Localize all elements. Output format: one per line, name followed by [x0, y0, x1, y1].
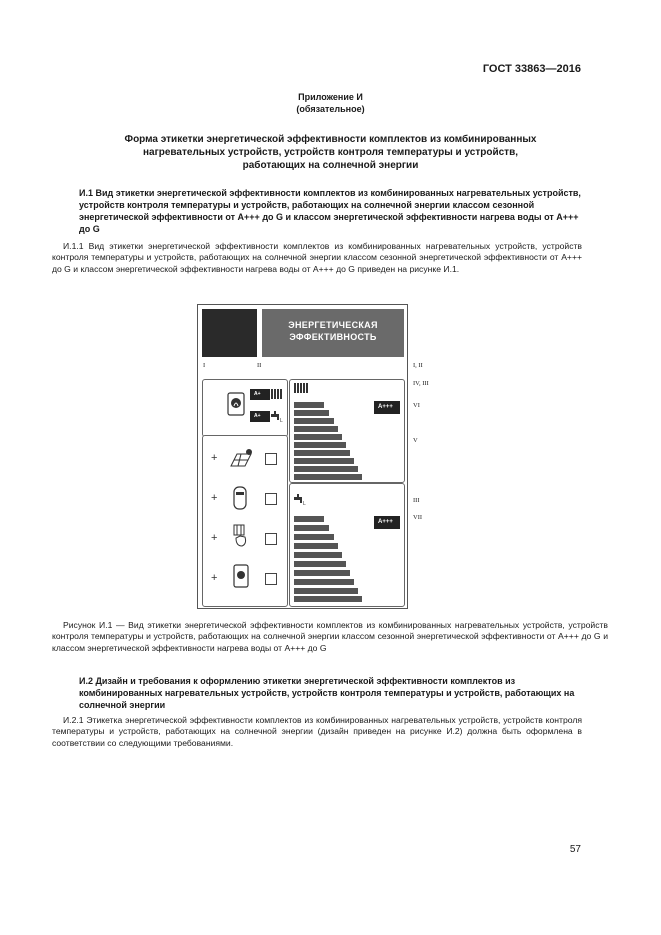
checkbox-control [265, 533, 277, 545]
annex-title [0, 91, 661, 115]
label-header-text: ЭНЕРГЕТИЧЕСКАЯ ЭФФЕКТИВНОСТЬ [288, 320, 378, 342]
section2-heading: И.2 Дизайн и требования к оформлению этикетки энергетической эффективности комплектов из комбинированных нагревательных устройств, устройств контроля температуры и устройств, работающих на солнечной энергии [79, 676, 575, 710]
water-class-bar-10 [294, 596, 362, 602]
class-bar-7 [294, 450, 350, 456]
checkbox-solar [265, 453, 277, 465]
title-line2: нагревательных устройств, устройств контроля температуры и устройств, [142, 147, 518, 158]
radiator-icon [271, 389, 283, 399]
figure-caption: Рисунок И.1 — Вид этикетки энергетической эффективности комплектов из комбинированных нагревательных устройств, устройств контроля температуры и устройств, работающих на солнечной энергии классом сезонной энергетической эффективности от A+++ до G и классом энергетической эффективности нагрева воды от A+++ до G [52, 620, 608, 653]
water-class-bar-5 [294, 552, 342, 558]
callout-I: I [203, 362, 206, 369]
svg-text:L: L [303, 501, 306, 506]
title-line3: работающих на солнечной энергии [242, 160, 419, 171]
title-line1: Форма этикетки энергетической эффективности комплектов из комбинированных [124, 134, 537, 145]
water-class-bar-9 [294, 588, 358, 594]
standard-number: ГОСТ 33863—2016 [482, 63, 581, 75]
callout-VII: VII [413, 514, 423, 521]
page-number: 57 [569, 844, 581, 855]
water-class-bar-1 [294, 516, 324, 522]
label-logo-block [202, 309, 257, 357]
temperature-control-icon [231, 524, 249, 548]
tap-icon [271, 411, 285, 423]
plus-icon: + [211, 452, 218, 464]
annex-line2: (обязательное) [296, 104, 365, 114]
class-bar-3 [294, 418, 334, 424]
small-class-tag2: A+ [250, 411, 270, 422]
class-bar-1 [294, 402, 324, 408]
heater-box [202, 379, 288, 437]
callout-III: III [413, 497, 420, 504]
plus-icon: + [211, 492, 218, 504]
svg-text:L: L [280, 418, 283, 423]
callout-IV-III: IV, III [413, 380, 429, 387]
energy-label-figure [197, 304, 408, 609]
class-bar-4 [294, 426, 338, 432]
plus-icon: + [211, 572, 218, 584]
solar-panel-icon [229, 448, 253, 468]
class-arrow-water: A+++ [374, 516, 400, 529]
document-title [60, 133, 601, 172]
callout-V: V [413, 437, 418, 444]
section1-heading: И.1 Вид этикетки энергетической эффективности комплектов из комбинированных нагревательных устройств, устройств контроля температуры и устройств, работающих на солнечной энергии классом сезонной энергетической эффективности от A+++ до G и классом энергетической эффективности нагрева воды от A+++ до G [79, 188, 581, 234]
class-bar-5 [294, 434, 342, 440]
section2-paragraph-text: И.2.1 Этикетка энергетической эффективности комплектов из комбинированных нагревательных устройств, устройств контроля температуры и устройств, работающих на солнечной энергии (дизайн приведен на рисунке И.2) должна быть оформлена в соответствии со следующими требованиями. [52, 715, 582, 748]
tap-icon [294, 494, 308, 506]
class-bar-8 [294, 458, 354, 464]
supplementary-boiler-icon [233, 564, 249, 588]
annex-line1: Приложение И [298, 92, 363, 102]
water-class-bar-8 [294, 579, 354, 585]
section2-paragraph [52, 715, 582, 749]
class-bar-2 [294, 410, 329, 416]
water-class-bar-4 [294, 543, 338, 549]
class-bar-6 [294, 442, 346, 448]
water-class-bar-3 [294, 534, 334, 540]
callout-I-II: I, II [413, 362, 423, 369]
class-bar-10 [294, 474, 362, 480]
section1-paragraph-text: И.1.1 Вид этикетки энергетической эффективности комплектов из комбинированных нагревательных устройств, устройств контроля температуры и устройств, работающих на солнечной энергии классом сезонной энергетической эффективности от A+++ до G и классом энергетической эффективности нагрева воды от A+++ до G приведен на рисунке И.1. [52, 241, 582, 274]
heating-scale-box [289, 379, 405, 483]
checkbox-boiler [265, 573, 277, 585]
storage-tank-icon [233, 486, 247, 510]
class-arrow-heating: A+++ [374, 401, 400, 414]
radiator-icon [294, 383, 310, 393]
small-class-tag1: A+ [250, 389, 270, 400]
callout-II: II [257, 362, 262, 369]
water-class-bar-2 [294, 525, 329, 531]
callout-VI: VI [413, 402, 420, 409]
boiler-icon [227, 392, 245, 416]
components-box [202, 435, 288, 607]
checkbox-tank [265, 493, 277, 505]
class-bar-9 [294, 466, 358, 472]
section1-paragraph [52, 241, 582, 275]
water-scale-box [289, 483, 405, 607]
water-class-bar-6 [294, 561, 346, 567]
plus-icon: + [211, 532, 218, 544]
water-class-bar-7 [294, 570, 350, 576]
